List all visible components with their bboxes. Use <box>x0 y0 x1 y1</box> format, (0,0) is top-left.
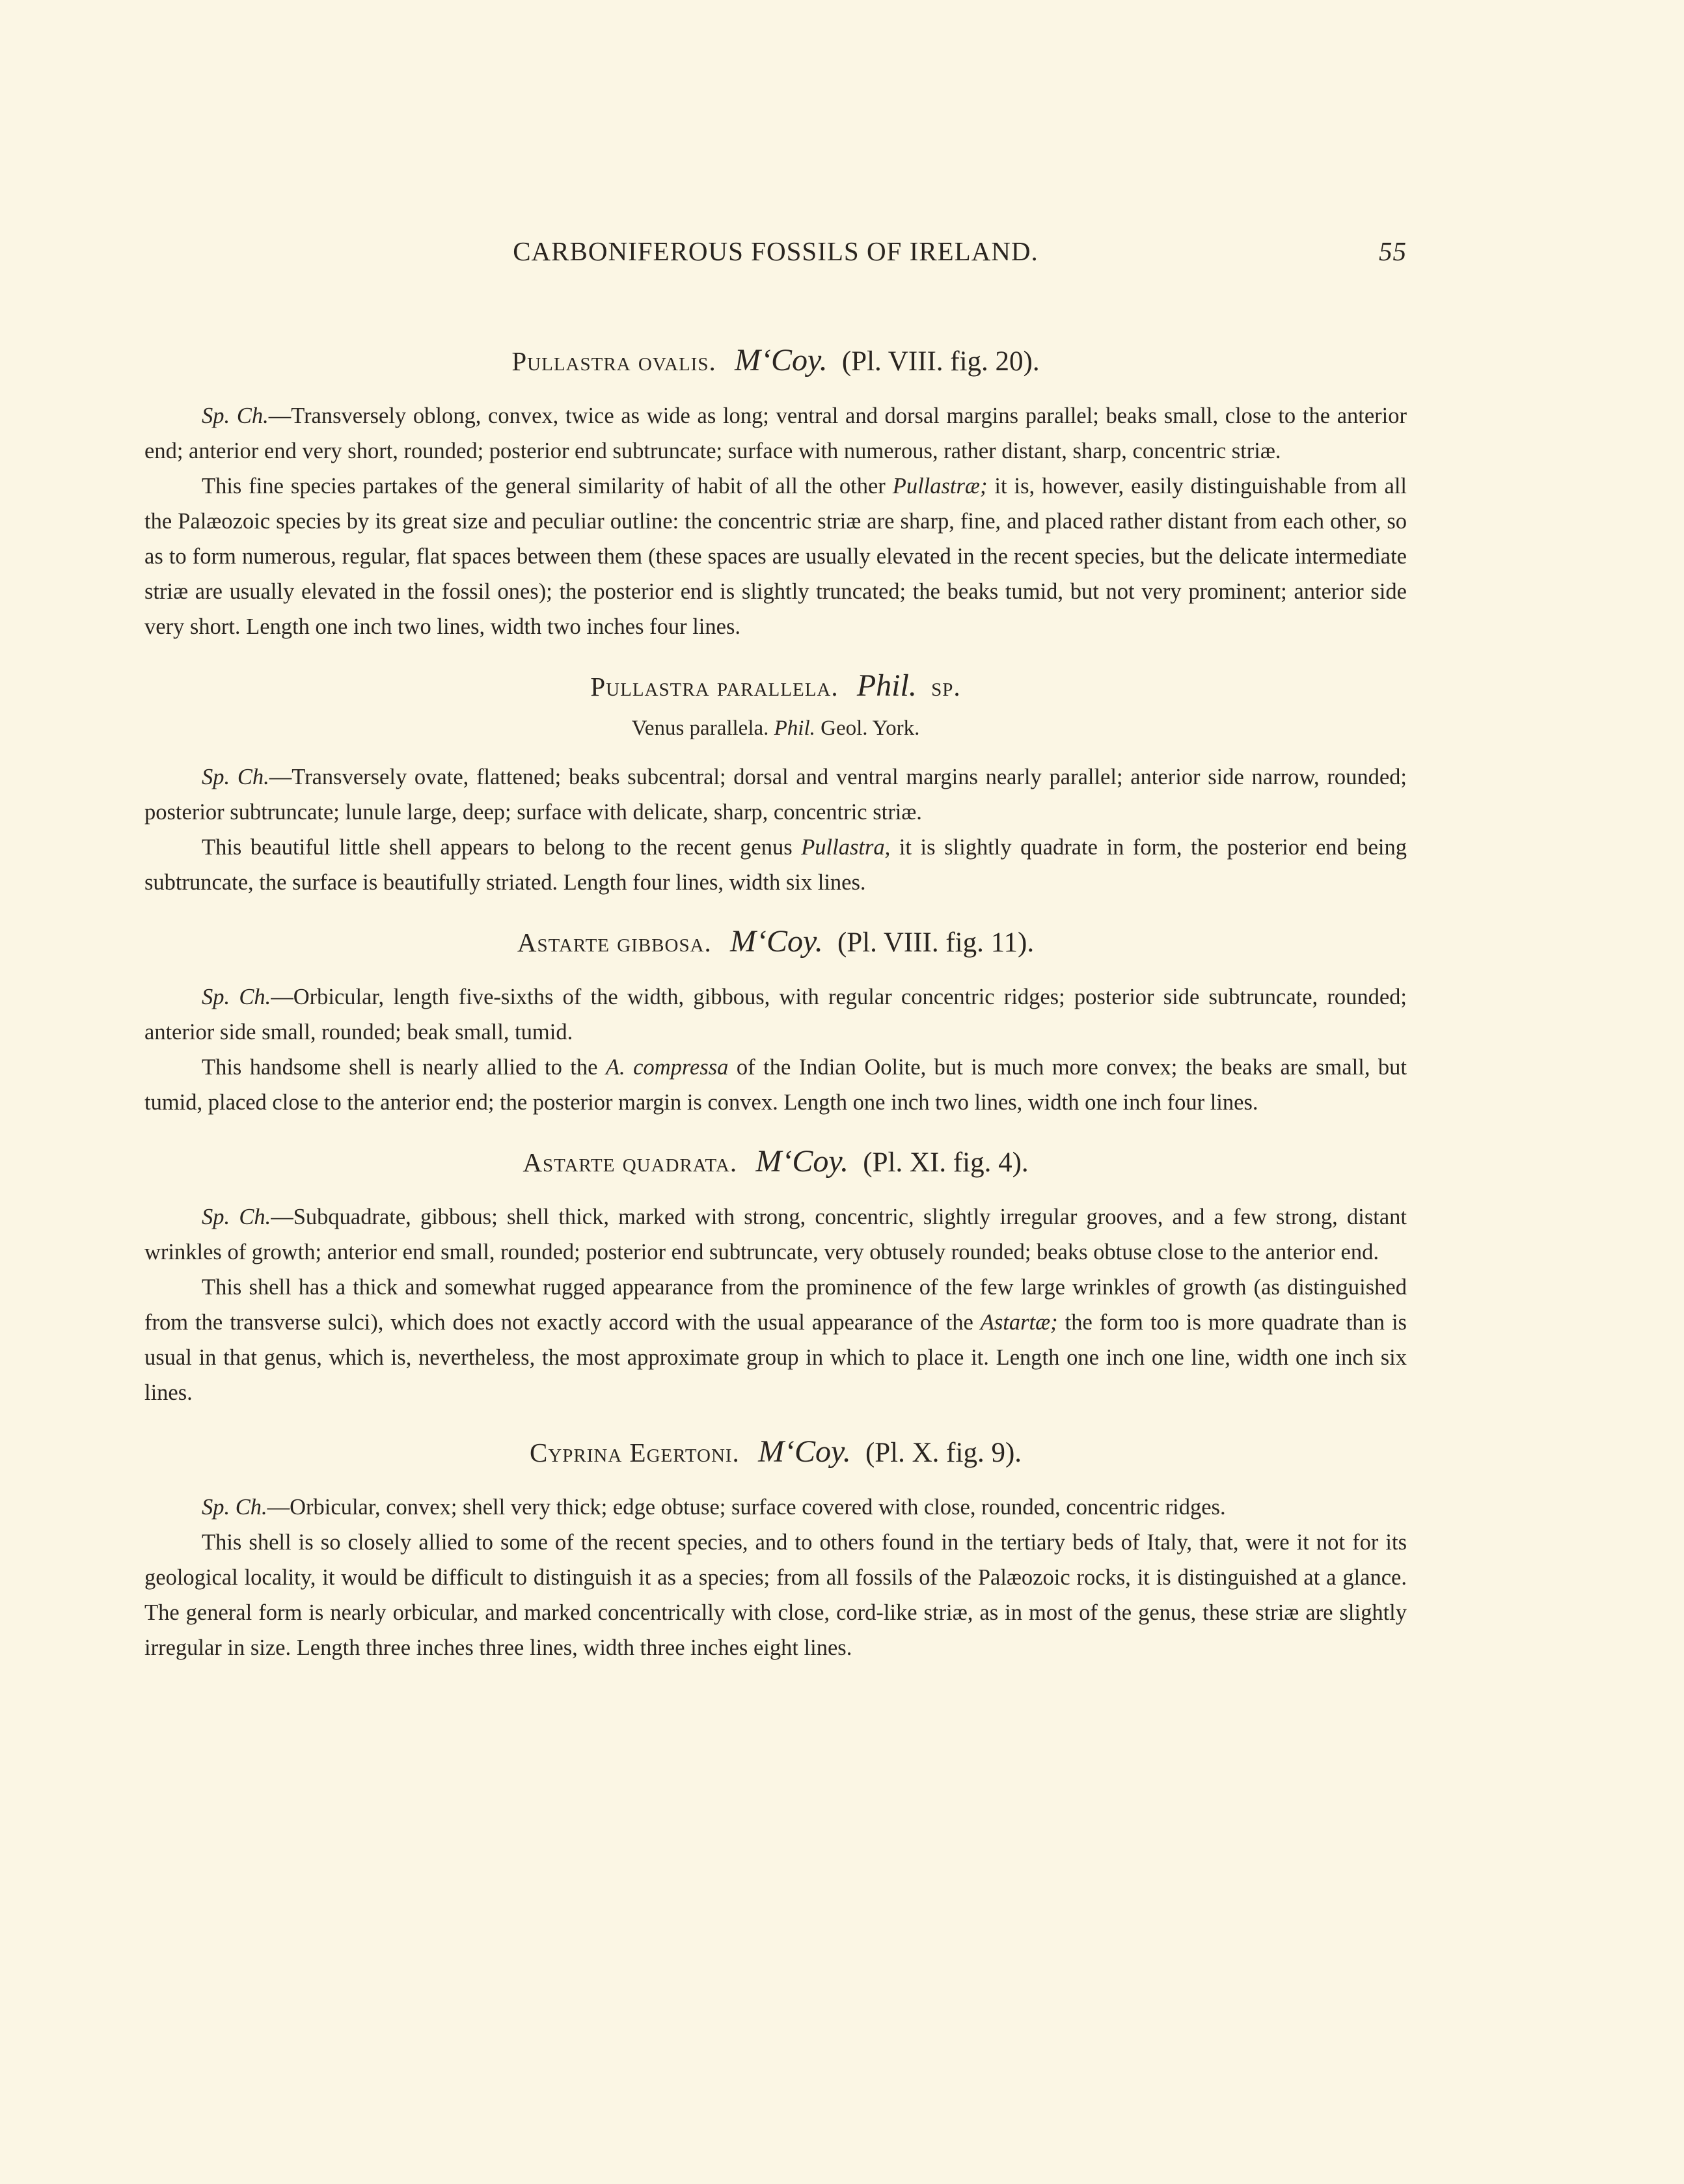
species-name: Astarte quadrata. <box>523 1147 738 1177</box>
paragraph-text: the form too is more quadrate than is usual in that genus, which is, nevertheless, the most approximate group in which to place it. Length one inch one line, width one inch six lines. <box>144 1310 1407 1405</box>
synonym-reference: Geol. York. <box>821 717 920 740</box>
paragraph-text: it is slightly quadrate in form, the posterior end being subtruncate, the surface is beautifully striated. Length four lines, width six lines. <box>144 835 1407 895</box>
species-heading <box>144 342 1407 380</box>
species-heading <box>144 923 1407 961</box>
specific-characters <box>144 1490 1407 1525</box>
paragraph-text: This fine species partakes of the general similarity of habit of all the other <box>202 474 893 498</box>
description <box>144 830 1407 900</box>
plate-reference: (Pl. VIII. fig. 20). <box>841 346 1040 377</box>
species-heading <box>144 1434 1407 1471</box>
species-name: Astarte gibbosa. <box>517 927 712 957</box>
paragraph-text: —Orbicular, convex; shell very thick; edge obtuse; surface covered with close, rounded, concentric ridges. <box>267 1495 1226 1520</box>
specific-characters <box>144 759 1407 830</box>
description <box>144 469 1407 644</box>
description <box>144 1270 1407 1410</box>
italic-taxon: Pullastræ; <box>892 474 988 498</box>
plate-reference: (Pl. XI. fig. 4). <box>863 1147 1029 1178</box>
paragraph-text: it is, however, easily distinguishable from all the Palæozoic species by its great size and peculiar outline: the concentric striæ are sharp, fine, and placed rather distant from each other, so as to form numerous, regular, flat spaces between them (these spaces are usually elevated in the recent species, but the delicate intermediate striæ are usually elevated in the fossil ones); the posterior end is slightly truncated; the beaks tumid, but not very prominent; anterior side very short. Length one inch two lines, width two inches four lines. <box>144 474 1407 639</box>
synonym-name: Venus parallela. <box>631 717 769 740</box>
lead-label: Sp. Ch. <box>202 403 269 428</box>
lead-label: Sp. Ch. <box>202 1205 271 1229</box>
page-number: 55 <box>1379 236 1407 266</box>
species-entry <box>144 1143 1407 1410</box>
paragraph-text: —Orbicular, length five-sixths of the width, gibbous, with regular concentric ridges; posterior side subtruncate, rounded; anterior side small, rounded; beak small, tumid. <box>144 985 1407 1044</box>
species-name: Pullastra parallela. <box>590 672 839 702</box>
species-entry <box>144 1434 1407 1665</box>
running-head <box>144 236 1407 275</box>
italic-taxon: Pullastra, <box>801 835 891 860</box>
specific-characters <box>144 398 1407 469</box>
synonym-line <box>144 714 1407 743</box>
species-entry <box>144 668 1407 900</box>
specific-characters <box>144 1199 1407 1270</box>
italic-taxon: Astartæ; <box>980 1310 1058 1335</box>
species-author: M‘Coy. <box>758 1434 851 1469</box>
book-page <box>144 236 1407 1665</box>
lead-label: Sp. Ch. <box>202 765 269 789</box>
paragraph-text: of the Indian Oolite, but is much more convex; the beaks are small, but tumid, placed close to the anterior end; the posterior margin is convex. Length one inch two lines, width one inch four lines. <box>144 1055 1407 1115</box>
description <box>144 1050 1407 1120</box>
specific-characters <box>144 979 1407 1050</box>
species-author: M‘Coy. <box>730 924 823 959</box>
paragraph-text: —Transversely ovate, flattened; beaks subcentral; dorsal and ventral margins nearly parallel; anterior side narrow, rounded; posterior subtruncate; lunule large, deep; surface with delicate, sharp, concentric striæ. <box>144 765 1407 825</box>
species-name: Cyprina Egertoni. <box>529 1438 740 1467</box>
description <box>144 1525 1407 1665</box>
paragraph-text: This shell has a thick and somewhat rugged appearance from the prominence of the few large wrinkles of growth (as distinguished from the transverse sulci), which does not exactly accord with the usual appearance of the <box>144 1275 1407 1335</box>
plate-reference: (Pl. VIII. fig. 11). <box>837 927 1035 958</box>
species-author: Phil. <box>856 668 917 703</box>
species-name: Pullastra ovalis. <box>511 346 716 376</box>
species-author: M‘Coy. <box>755 1144 849 1179</box>
plate-reference: (Pl. X. fig. 9). <box>865 1438 1022 1468</box>
synonym-author: Phil. <box>774 717 815 740</box>
italic-taxon: A. compressa <box>605 1055 729 1080</box>
species-author: M‘Coy. <box>734 343 828 377</box>
running-title: CARBONIFEROUS FOSSILS OF IRELAND. <box>513 236 1039 266</box>
species-entry <box>144 342 1407 644</box>
paragraph-text: This beautiful little shell appears to belong to the recent genus <box>202 835 802 860</box>
species-heading <box>144 1143 1407 1181</box>
paragraph-text: —Subquadrate, gibbous; shell thick, marked with strong, concentric, slightly irregular grooves, and a few strong, distant wrinkles of growth; anterior end small, rounded; posterior end subtruncate, very obtusely rounded; beaks obtuse close to the anterior end. <box>144 1205 1407 1264</box>
plate-reference: sp. <box>931 672 961 702</box>
paragraph-text: —Transversely oblong, convex, twice as wide as long; ventral and dorsal margins parallel; beaks small, close to the anterior end; anterior end very short, rounded; posterior end subtruncate; surface with numerous, rather distant, sharp, concentric striæ. <box>144 403 1407 463</box>
paragraph-text: This shell is so closely allied to some of the recent species, and to others found in the tertiary beds of Italy, that, were it not for its geological locality, it would be difficult to distinguish it as a species; from all fossils of the Palæozoic rocks, it is distinguished at a glance. The general form is nearly orbicular, and marked concentrically with close, cord-like striæ, as in most of the genus, these striæ are slightly irregular in size. Length three inches three lines, width three inches eight lines. <box>144 1530 1407 1660</box>
species-entry <box>144 923 1407 1120</box>
lead-label: Sp. Ch. <box>202 985 271 1009</box>
lead-label: Sp. Ch. <box>202 1495 267 1520</box>
paragraph-text: This handsome shell is nearly allied to the <box>202 1055 606 1080</box>
species-heading <box>144 668 1407 705</box>
